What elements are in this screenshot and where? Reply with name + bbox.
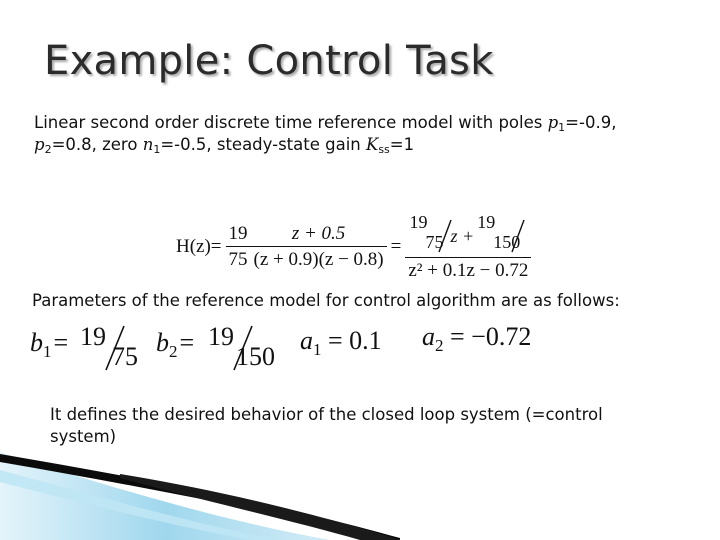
pole-zero-fraction: [251, 223, 387, 271]
slash-fraction-19-75: 19 75: [410, 212, 448, 256]
gain-value: =1: [389, 135, 415, 154]
pole-2-symbol: p: [34, 135, 45, 154]
polynomial-denominator: z² + 0.1z − 0.72: [408, 260, 529, 281]
gain-fraction: [226, 223, 251, 271]
intro-text: Linear second order discrete time reference model with poles: [34, 113, 548, 132]
pole-zero-denominator: (z + 0.9)(z − 0.8): [253, 249, 384, 270]
pole-2-value: =0.8, zero: [51, 135, 143, 154]
coef-b2: $b_2=$: [156, 328, 195, 361]
coef-b1-fraction: 19 75: [80, 322, 150, 372]
slash-fraction-19-150: 19 150: [477, 212, 527, 256]
transfer-function-equation: [172, 212, 531, 282]
coef-b2-fraction: 19 150: [208, 322, 288, 372]
gain-subscript: ss: [378, 143, 390, 156]
gain-fraction-numerator: 19: [226, 223, 251, 247]
polynomial-fraction: [405, 212, 531, 282]
coefficients-row: [30, 322, 590, 372]
polynomial-numerator: 19 75 z + 19 150: [405, 212, 531, 258]
zero-subscript: 1: [153, 143, 161, 156]
parameters-sentence: Parameters of the reference model for control algorithm are as follows:: [32, 291, 620, 310]
closing-paragraph: It defines the desired behavior of the closed loop system (=control system): [50, 405, 603, 446]
pole-2-subscript: 2: [44, 143, 52, 156]
pole-1-subscript: 1: [558, 121, 566, 134]
pole-zero-numerator: z + 0.5: [251, 223, 387, 247]
decorative-swoosh: [0, 430, 720, 540]
slide-title: Example: Control Task: [44, 38, 494, 84]
coef-a1: $a_1 = 0.1$: [300, 326, 382, 359]
gain-symbol: K: [366, 135, 379, 154]
pole-1-symbol: p: [547, 113, 559, 132]
coef-a2: $a_2 = -0.72$: [422, 322, 532, 355]
gain-fraction-denominator: 75: [228, 249, 248, 270]
zero-symbol: n: [142, 135, 154, 154]
transfer-function-lhs: H(z)=: [176, 236, 222, 257]
intro-paragraph: [34, 112, 616, 156]
pole-1-value: =-0.9,: [565, 113, 617, 132]
equals-sign: =: [390, 236, 402, 257]
coef-b1: $b_1=$: [30, 328, 69, 361]
zero-value: =-0.5, steady-state gain: [160, 135, 366, 154]
